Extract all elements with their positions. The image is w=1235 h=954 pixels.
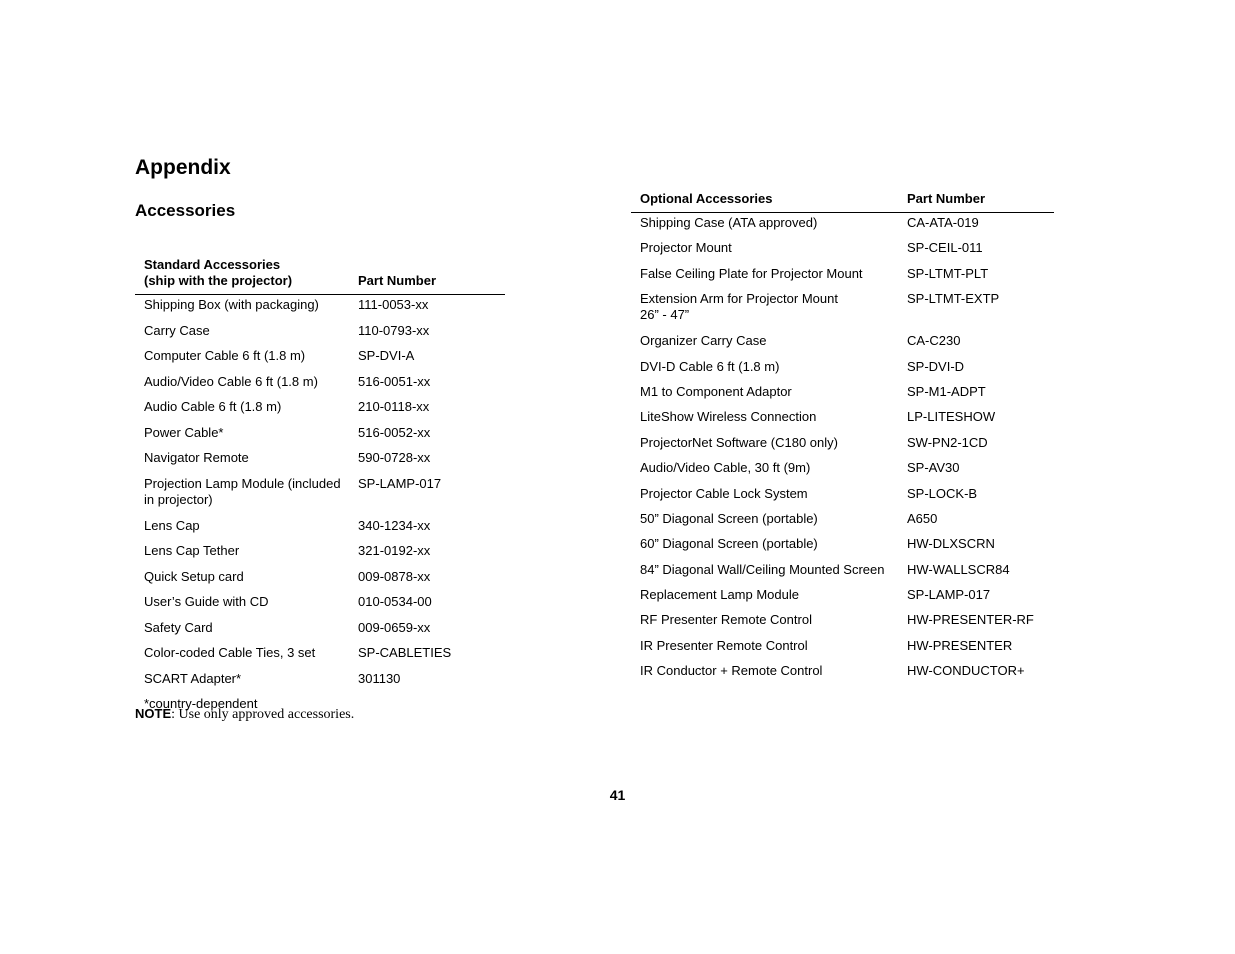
accessory-name: Projection Lamp Module (included in projector) (144, 475, 341, 507)
standard-accessories-table (135, 257, 505, 720)
table-row (135, 516, 505, 542)
part-number: HW-WALLSCR84 (907, 561, 1010, 577)
part-number: 110-0793-xx (358, 322, 430, 338)
accessory-name-line: 26” - 47” (640, 307, 690, 323)
accessory-name: Audio Cable 6 ft (1.8 m) (144, 399, 282, 414)
table-row (135, 643, 505, 669)
part-number: 516-0052-xx (358, 424, 431, 440)
section-title: Accessories (135, 201, 236, 220)
table-row (631, 534, 1054, 559)
part-number: LP-LITESHOW (907, 409, 996, 425)
note-text: : Use only approved accessories. (171, 707, 355, 722)
accessory-name: Quick Setup card (144, 568, 244, 584)
part-number: 321-0192-xx (358, 543, 431, 558)
table-row (135, 448, 505, 474)
table-row (135, 592, 505, 618)
part-number: 301130 (358, 670, 401, 686)
column-header-standard-accessories (135, 257, 349, 295)
table-row (135, 346, 505, 372)
accessory-name: Carry Case (144, 322, 210, 338)
part-number: A650 (907, 510, 938, 526)
table-row (631, 238, 1054, 263)
accessory-name: False Ceiling Plate for Projector Mount (640, 265, 863, 281)
accessory-name: Organizer Carry Case (640, 333, 767, 349)
part-number: SP-LTMT-PLT (907, 265, 989, 281)
accessory-name: Replacement Lamp Module (640, 587, 799, 603)
accessory-name: Audio/Video Cable, 30 ft (9m) (640, 460, 811, 476)
accessory-name: IR Presenter Remote Control (640, 637, 808, 653)
part-number: CA-ATA-019 (907, 215, 979, 230)
accessory-name: Projector Cable Lock System (640, 485, 808, 501)
part-number: SP-LAMP-017 (907, 587, 991, 603)
part-number: CA-C230 (907, 333, 961, 349)
accessory-name: 50” Diagonal Screen (portable) (640, 510, 818, 526)
accessory-name: Audio/Video Cable 6 ft (1.8 m) (144, 373, 318, 389)
part-number: SP-LOCK-B (907, 485, 978, 501)
accessory-name: DVI-D Cable 6 ft (1.8 m) (640, 358, 780, 374)
part-number: HW-CONDUCTOR+ (907, 663, 1025, 679)
table-row (631, 289, 1054, 331)
part-number: SW-PN2-1CD (907, 434, 988, 450)
note-label: NOTE (135, 706, 172, 721)
table-row (631, 407, 1054, 432)
accessory-name-line: Extension Arm for Projector Mount (640, 291, 838, 307)
part-number: 516-0051-xx (358, 373, 431, 389)
column-header-line: Standard Accessories (144, 257, 281, 272)
part-number: 009-0659-xx (358, 619, 431, 635)
part-number: HW-PRESENTER (907, 637, 1013, 653)
table-row (631, 357, 1054, 382)
accessory-name: Color-coded Cable Ties, 3 set (144, 645, 316, 660)
accessory-name: User’s Guide with CD (144, 594, 269, 609)
accessory-name: LiteShow Wireless Connection (640, 409, 817, 425)
table-row (135, 295, 505, 321)
part-number: HW-DLXSCRN (907, 536, 995, 552)
part-number: 111-0053-xx (358, 297, 429, 312)
part-number: 210-0118-xx (358, 399, 430, 414)
page-number: 41 (609, 787, 626, 803)
table-row (631, 610, 1054, 635)
accessory-name: Lens Cap (144, 517, 200, 533)
part-number: SP-CEIL-011 (907, 240, 983, 256)
accessory-name: M1 to Component Adaptor (640, 383, 792, 399)
accessory-name: Safety Card (144, 619, 213, 635)
optional-accessories-table (631, 191, 1054, 687)
accessory-name (631, 289, 898, 331)
accessory-name: Lens Cap Tether (144, 543, 240, 558)
table-row (631, 264, 1054, 289)
accessory-name: Shipping Case (ATA approved) (640, 215, 818, 230)
accessory-name: Navigator Remote (144, 450, 249, 465)
part-number: 590-0728-xx (358, 450, 431, 465)
accessory-name: Computer Cable 6 ft (1.8 m) (144, 348, 306, 363)
part-number: SP-LTMT-EXTP (907, 291, 1000, 307)
page-title: Appendix (135, 156, 231, 179)
table-row (135, 423, 505, 449)
part-number (349, 694, 505, 720)
table-row (631, 560, 1054, 585)
table-row (631, 509, 1054, 534)
accessory-name: Shipping Box (with packaging) (144, 297, 319, 312)
table-header-row (135, 257, 505, 295)
table-row (631, 213, 1054, 239)
column-header-part-number: Part Number (907, 191, 986, 206)
table-row (135, 618, 505, 644)
part-number: SP-LAMP-017 (358, 475, 442, 491)
part-number: SP-CABLETIES (358, 645, 452, 660)
table-row (135, 474, 505, 516)
note (135, 706, 354, 723)
table-row (631, 433, 1054, 458)
table-row (631, 585, 1054, 610)
accessory-name: RF Presenter Remote Control (640, 612, 812, 628)
table-row (135, 541, 505, 567)
part-number: SP-AV30 (907, 460, 960, 476)
accessory-name: ProjectorNet Software (C180 only) (640, 434, 838, 450)
part-number: SP-DVI-D (907, 358, 965, 374)
accessory-name: Projector Mount (640, 240, 732, 256)
table-row (135, 669, 505, 695)
table-row (135, 321, 505, 347)
table-row (631, 331, 1054, 356)
footnote: *country-dependent (144, 696, 258, 711)
accessory-name: IR Conductor + Remote Control (640, 663, 823, 679)
part-number: 340-1234-xx (358, 517, 431, 533)
column-header-optional-accessories: Optional Accessories (640, 191, 773, 206)
part-number: HW-PRESENTER-RF (907, 612, 1034, 628)
accessory-name: 60” Diagonal Screen (portable) (640, 536, 818, 552)
column-header-line: (ship with the projector) (144, 273, 293, 288)
table-row (135, 397, 505, 423)
table-row (631, 636, 1054, 661)
accessory-name: SCART Adapter* (144, 670, 242, 686)
table-row (135, 567, 505, 593)
accessory-name: Power Cable* (144, 424, 224, 440)
table-row (631, 661, 1054, 686)
part-number: 010-0534-00 (358, 594, 432, 609)
column-header-part-number: Part Number (358, 273, 437, 288)
table-row (135, 372, 505, 398)
table-row (631, 382, 1054, 407)
accessory-name: 84” Diagonal Wall/Ceiling Mounted Screen (640, 561, 885, 577)
part-number: SP-DVI-A (358, 348, 415, 363)
table-header-row (631, 191, 1054, 213)
part-number: 009-0878-xx (358, 568, 431, 584)
table-row (631, 484, 1054, 509)
table-row (631, 458, 1054, 483)
part-number: SP-M1-ADPT (907, 383, 986, 399)
